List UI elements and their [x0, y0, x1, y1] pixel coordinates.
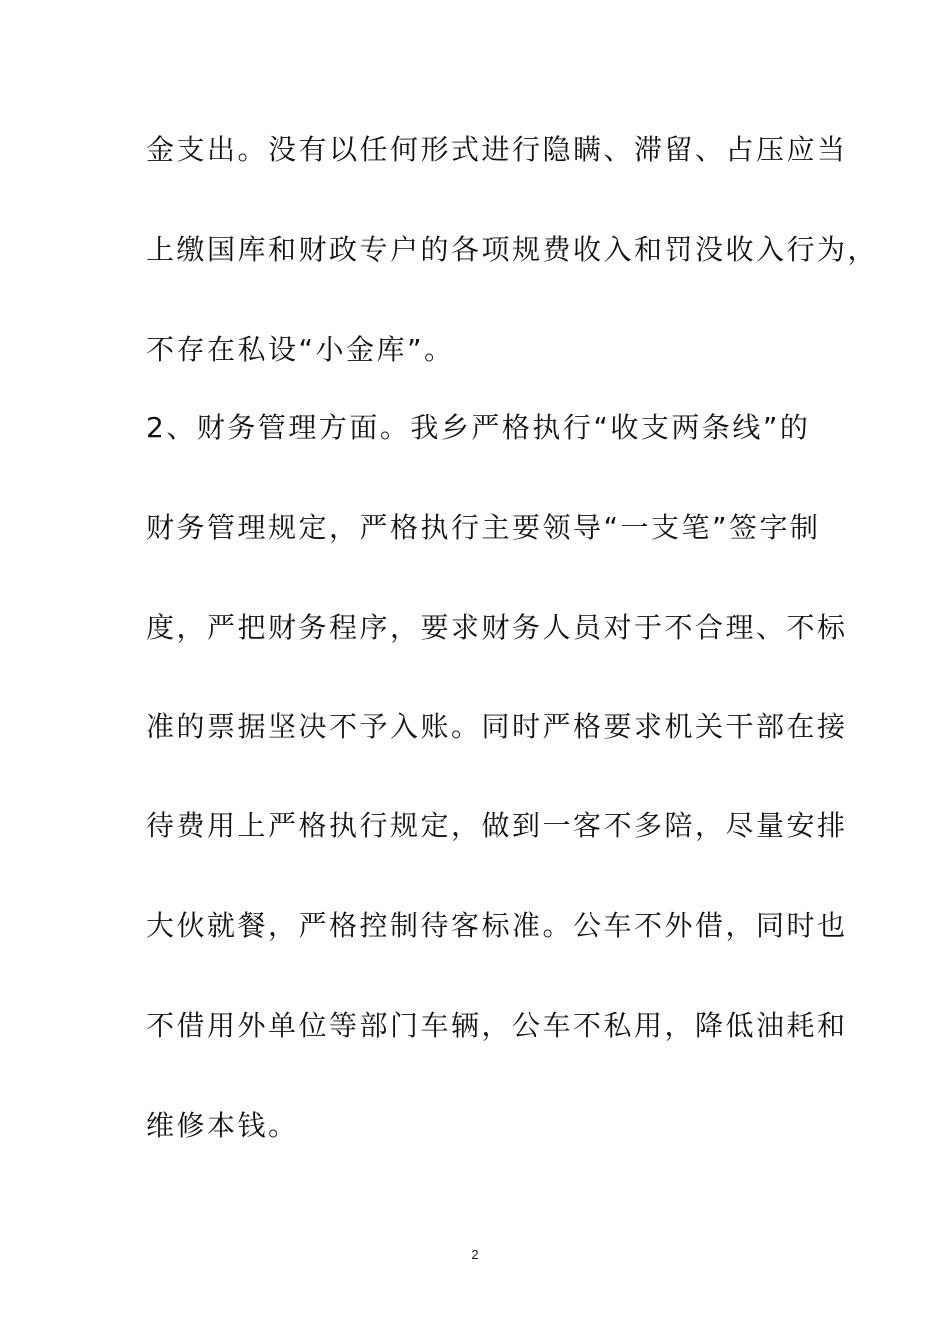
text-line: 待费用上严格执行规定，做到一客不多陪，尽量安排 — [146, 809, 848, 842]
page-number: 2 — [471, 1247, 479, 1262]
text-line: 金支出。没有以任何形式进行隐瞒、滞留、占压应当 — [146, 133, 848, 166]
section-heading-line: 2、财务管理方面。我乡严格执行“收支两条线”的 — [146, 411, 811, 444]
text-line: 准的票据坚决不予入账。同时严格要求机关干部在接 — [146, 710, 848, 743]
text-line: 财务管理规定，严格执行主要领导“一支笔”签字制 — [146, 511, 821, 544]
text-line: 不存在私设“小金库”。 — [146, 333, 455, 366]
text-line: 维修本钱。 — [146, 1109, 299, 1142]
text-line: 度，严把财务程序，要求财务人员对于不合理、不标 — [146, 611, 848, 644]
text-line: 大伙就餐，严格控制待客标准。公车不外借，同时也 — [146, 909, 848, 942]
text-line: 不借用外单位等部门车辆，公车不私用，降低油耗和 — [146, 1009, 848, 1042]
text-line: 上缴国库和财政专户的各项规费收入和罚没收入行为， — [146, 233, 879, 266]
